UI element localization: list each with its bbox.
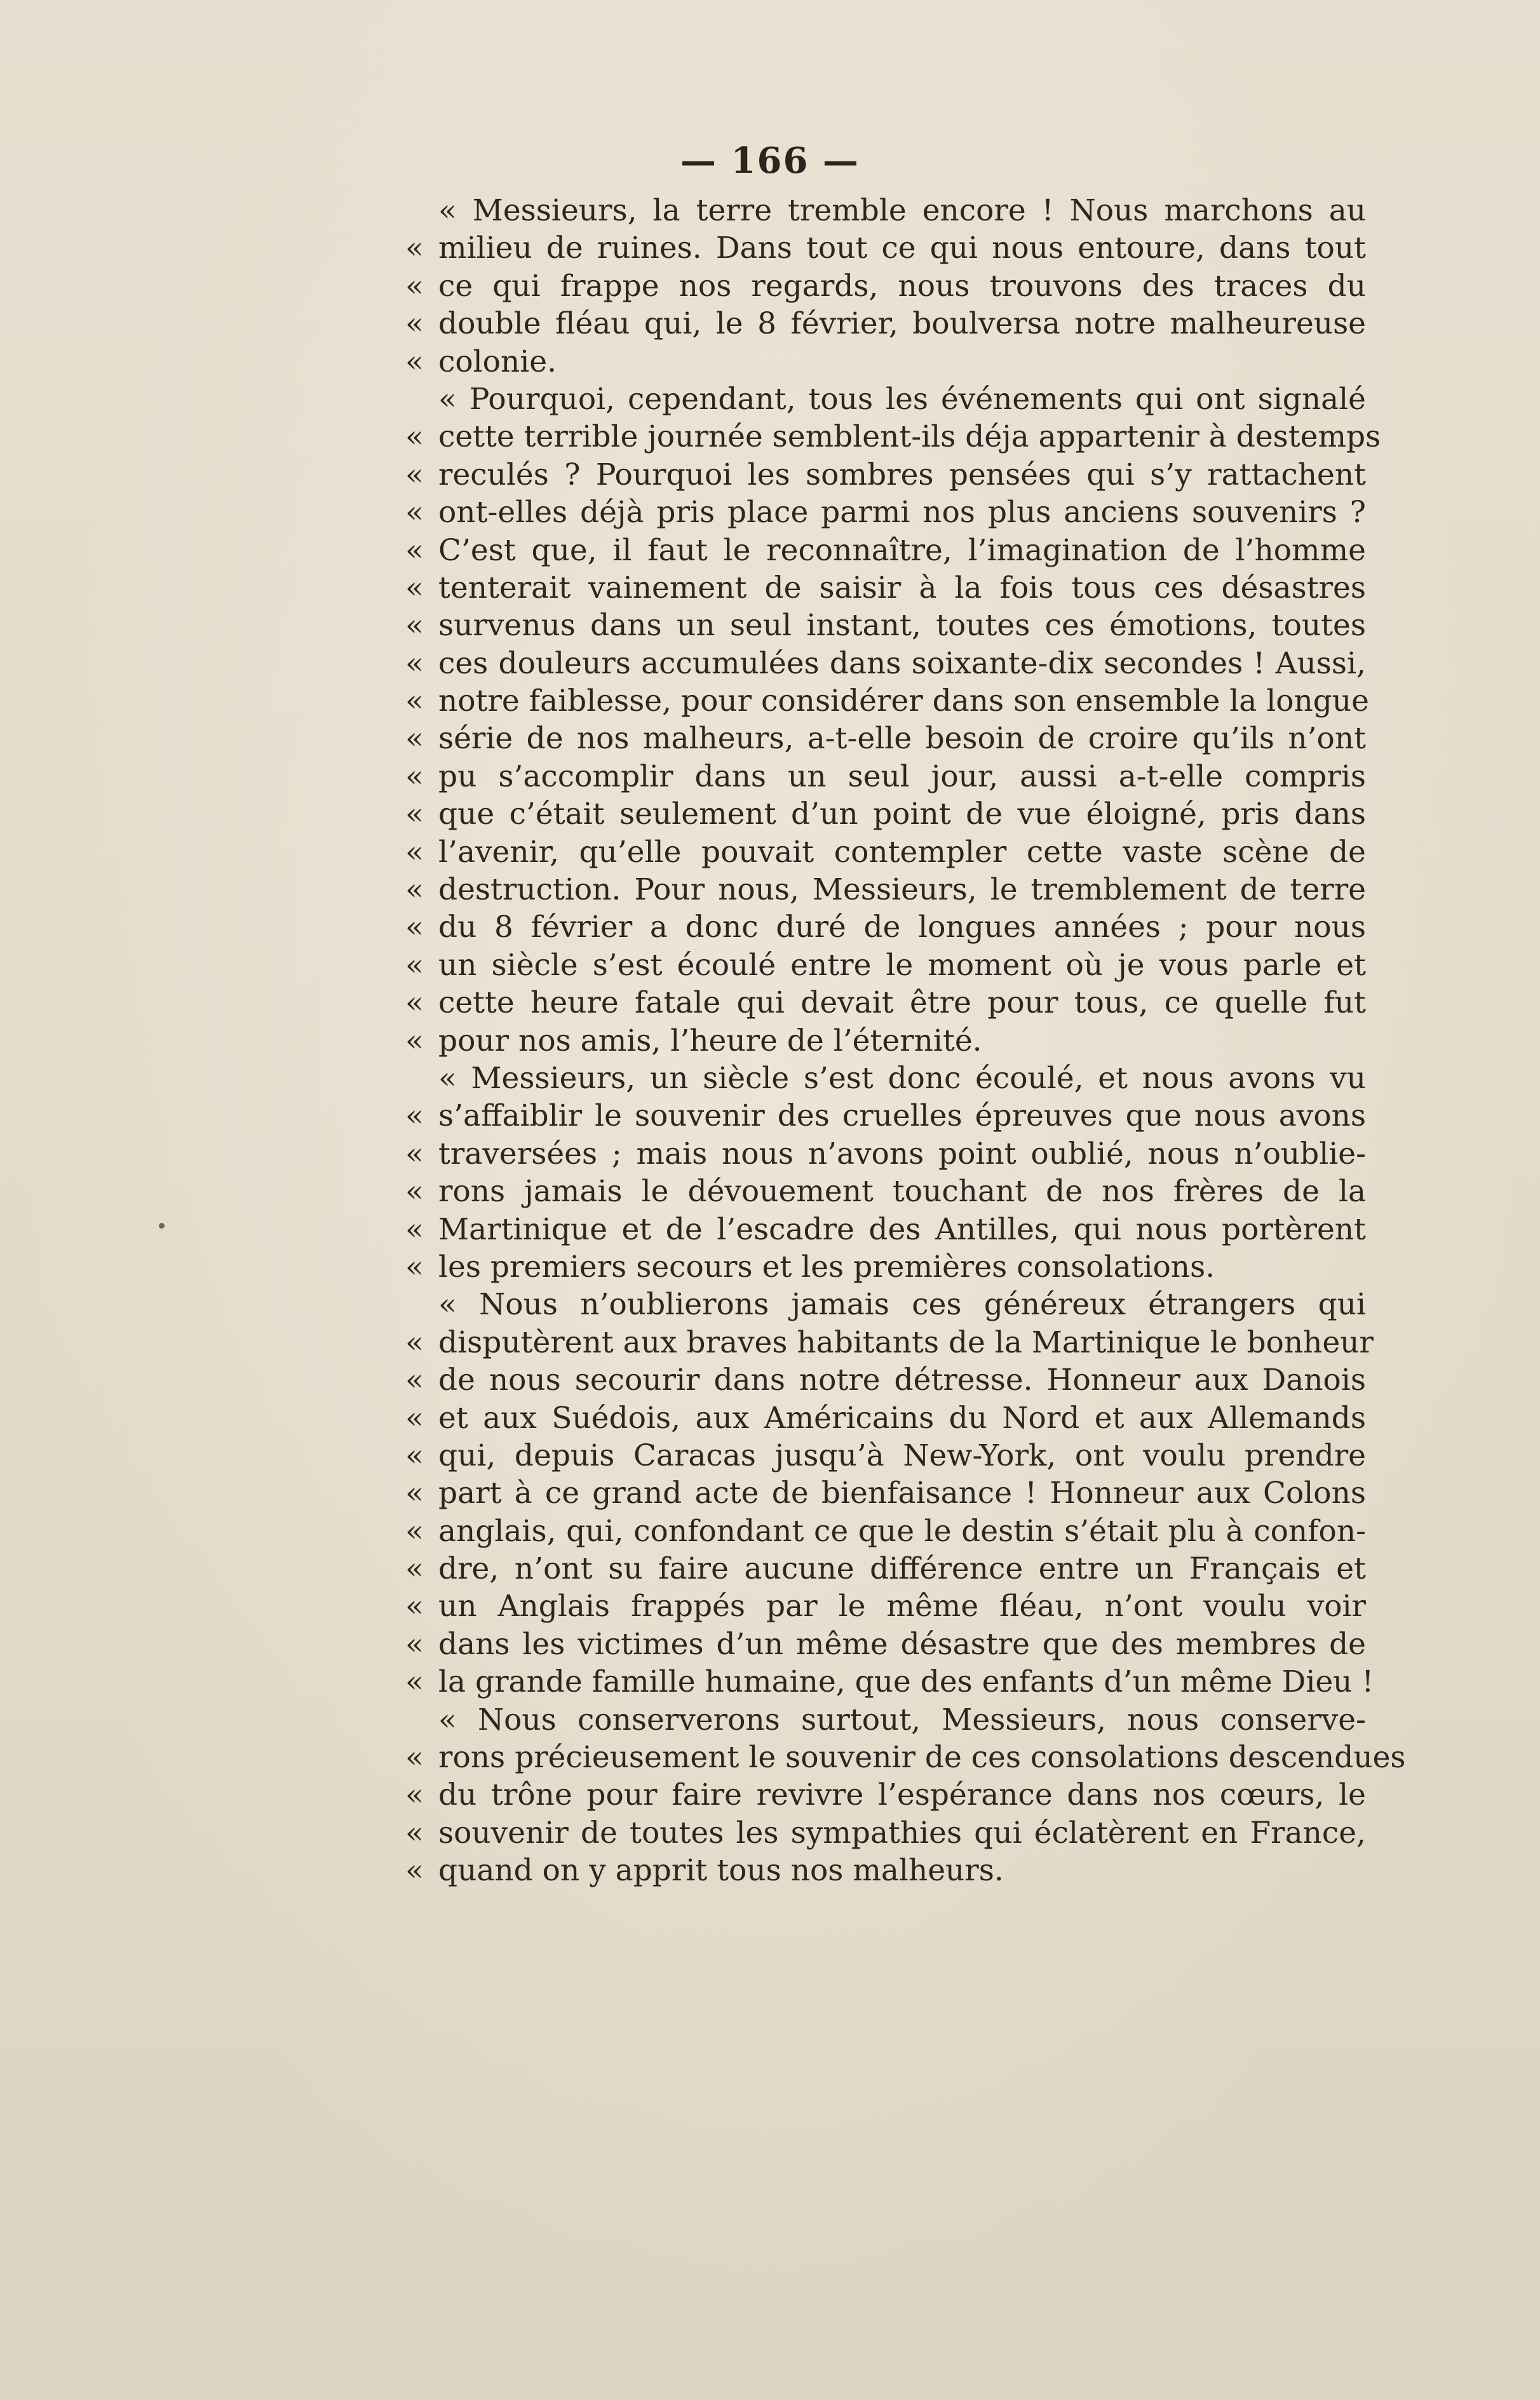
line-text: part à ce grand acte de bienfaisance ! Honneur aux Colons <box>438 1476 1366 1511</box>
line-text: de nous secourir dans notre détresse. Honneur aux Danois <box>438 1363 1366 1398</box>
quote-marker: « <box>405 608 424 644</box>
line-text: milieu de ruines. Dans tout ce qui nous entoure, dans tout <box>438 231 1366 266</box>
quote-marker: « <box>405 1551 424 1587</box>
line-text: qui, depuis Caracas jusqu’à New-York, ont voulu prendre <box>438 1438 1366 1473</box>
line-text: anglais, qui, confondant ce que le destin s’était plu à confon- <box>438 1513 1366 1549</box>
line-text: disputèrent aux braves habitants de la Martinique le bonheur <box>438 1325 1374 1360</box>
text-line <box>405 1814 1366 1852</box>
quote-marker: « <box>405 1438 424 1473</box>
text-line <box>405 1663 1374 1701</box>
line-text: reculés ? Pourquoi les sombres pensées qui s’y rattachent <box>438 457 1366 492</box>
quote-marker: « <box>405 457 424 492</box>
quote-marker: « <box>405 947 424 983</box>
quote-marker: « <box>405 1476 424 1511</box>
line-text: ce qui frappe nos regards, nous trouvons des traces du <box>438 268 1366 304</box>
text-line <box>405 1852 1366 1889</box>
text-line <box>405 494 1366 531</box>
quote-marker: « <box>405 872 424 908</box>
text-line <box>405 1701 1366 1739</box>
line-text: la grande famille humaine, que des enfants d’un même Dieu ! <box>438 1664 1374 1700</box>
text-line <box>405 1626 1366 1663</box>
quote-marker: « <box>405 1249 424 1284</box>
text-line <box>405 1097 1366 1135</box>
line-text: C’est que, il faut le reconnaître, l’imagination de l’homme <box>438 532 1366 568</box>
quote-marker: « <box>405 758 424 794</box>
text-line <box>405 1211 1366 1248</box>
line-text: pu s’accomplir dans un seul jour, aussi a-t-elle compris <box>438 758 1366 794</box>
quote-marker: « <box>405 419 424 455</box>
line-text: que c’était seulement d’un point de vue éloigné, pris dans <box>438 797 1366 832</box>
quote-marker: « <box>405 268 424 304</box>
line-text: notre faiblesse, pour considérer dans son ensemble la longue <box>438 684 1369 719</box>
quote-marker: « <box>405 684 424 719</box>
quote-marker: « <box>405 344 424 379</box>
line-text: série de nos malheurs, a-t-elle besoin de croire qu’ils n’ont <box>438 721 1366 757</box>
quote-marker: « <box>405 1023 424 1058</box>
quote-marker: « <box>405 570 424 605</box>
quote-marker: « <box>405 532 424 568</box>
text-line <box>405 607 1366 644</box>
text-line <box>405 1022 1366 1060</box>
line-text: dans les victimes d’un même désastre que des membres de <box>438 1626 1366 1662</box>
quote-marker: « <box>405 1589 424 1624</box>
line-text: « Messieurs, un siècle s’est donc écoulé, et nous avons vu <box>438 1060 1366 1096</box>
text-line <box>405 267 1366 305</box>
text-line <box>405 1060 1366 1097</box>
text-line <box>405 192 1366 229</box>
text-line <box>405 1135 1366 1173</box>
text-line <box>405 984 1366 1021</box>
line-text: souvenir de toutes les sympathies qui éclatèrent en France, <box>438 1815 1366 1851</box>
line-text: rons jamais le dévouement touchant de nos frères de la <box>438 1174 1366 1210</box>
line-text: cette heure fatale qui devait être pour tous, ce quelle fut <box>438 985 1366 1021</box>
quote-marker: « <box>405 306 424 342</box>
line-text: s’affaiblir le souvenir des cruelles épreuves que nous avons <box>438 1098 1366 1134</box>
text-line <box>405 418 1381 455</box>
quote-marker: « <box>405 1363 424 1398</box>
quote-marker: « <box>405 1777 424 1813</box>
quote-marker: « <box>405 645 424 681</box>
quote-marker: « <box>405 797 424 832</box>
page-number: — 166 — <box>680 140 860 182</box>
text-line <box>405 1437 1366 1474</box>
quote-marker: « <box>405 1664 424 1700</box>
line-text: du trône pour faire revivre l’espérance dans nos cœurs, le <box>438 1777 1366 1813</box>
text-line <box>405 456 1366 494</box>
text-line <box>405 532 1366 569</box>
text-line <box>405 682 1369 720</box>
line-text: un siècle s’est écoulé entre le moment où je vous parle et <box>438 947 1366 983</box>
line-text: Martinique et de l’escadre des Antilles, qui nous portèrent <box>438 1211 1366 1247</box>
quote-marker: « <box>405 1325 424 1360</box>
quote-marker: « <box>405 1211 424 1247</box>
text-line <box>405 1361 1366 1399</box>
text-line <box>405 1248 1366 1286</box>
text-line <box>405 871 1366 908</box>
line-text: ont-elles déjà pris place parmi nos plus anciens souvenirs ? <box>438 495 1366 530</box>
line-text: tenterait vainement de saisir à la fois tous ces désastres <box>438 570 1366 605</box>
text-line <box>405 1513 1366 1550</box>
line-text: double fléau qui, le 8 février, boulversa notre malheureuse <box>438 306 1366 342</box>
text-line <box>405 1776 1366 1814</box>
line-text: dre, n’ont su faire aucune différence entre un Français et <box>438 1551 1366 1587</box>
text-line <box>405 758 1366 795</box>
quote-marker: « <box>405 1626 424 1662</box>
line-text: colonie. <box>438 344 557 379</box>
line-text: l’avenir, qu’elle pouvait contempler cette vaste scène de <box>438 834 1366 870</box>
quote-marker: « <box>405 1400 424 1436</box>
text-line <box>405 947 1366 984</box>
line-text: cette terrible journée semblent-ils déja appartenir à destemps <box>438 419 1381 455</box>
text-line <box>405 229 1366 267</box>
text-line <box>405 1286 1366 1323</box>
text-line <box>405 343 1366 381</box>
line-text: du 8 février a donc duré de longues années ; pour nous <box>438 910 1366 945</box>
text-line <box>405 1324 1374 1361</box>
text-line <box>405 305 1366 342</box>
line-text: destruction. Pour nous, Messieurs, le tremblement de terre <box>438 872 1366 908</box>
line-text: les premiers secours et les premières consolations. <box>438 1249 1215 1284</box>
quote-marker: « <box>405 1815 424 1851</box>
quote-marker: « <box>405 1853 424 1889</box>
text-line <box>405 1588 1366 1625</box>
quote-marker: « <box>405 721 424 757</box>
quote-marker: « <box>405 1174 424 1210</box>
quote-marker: « <box>405 985 424 1021</box>
text-line <box>405 381 1366 418</box>
text-line <box>405 1550 1366 1588</box>
quote-marker: « <box>405 834 424 870</box>
text-line <box>405 1739 1406 1776</box>
quote-marker: « <box>405 1136 424 1171</box>
line-text: ces douleurs accumulées dans soixante-dix secondes ! Aussi, <box>438 645 1366 681</box>
quote-marker: « <box>405 1740 424 1776</box>
line-text: « Pourquoi, cependant, tous les événements qui ont signalé <box>438 381 1366 417</box>
text-line <box>405 1474 1366 1512</box>
text-line <box>405 795 1366 833</box>
quote-marker: « <box>405 1098 424 1134</box>
text-line <box>405 1399 1366 1437</box>
line-text: « Nous conserverons surtout, Messieurs, nous conserve- <box>438 1702 1366 1737</box>
line-text: « Messieurs, la terre tremble encore ! Nous marchons au <box>438 193 1366 228</box>
text-line <box>405 908 1366 946</box>
body-text <box>405 192 1406 1890</box>
text-line <box>405 569 1366 607</box>
line-text: un Anglais frappés par le même fléau, n’ont voulu voir <box>438 1589 1366 1624</box>
line-text: survenus dans un seul instant, toutes ces émotions, toutes <box>438 608 1366 644</box>
line-text: « Nous n’oublierons jamais ces généreux étrangers qui <box>438 1287 1366 1323</box>
quote-marker: « <box>405 495 424 530</box>
text-line <box>405 833 1366 871</box>
text-line <box>405 720 1366 757</box>
text-line <box>405 645 1366 682</box>
text-line <box>405 1173 1366 1210</box>
quote-marker: « <box>405 910 424 945</box>
line-text: traversées ; mais nous n’avons point oublié, nous n’oublie- <box>438 1136 1366 1171</box>
line-text: et aux Suédois, aux Américains du Nord et aux Allemands <box>438 1400 1366 1436</box>
line-text: pour nos amis, l’heure de l’éternité. <box>438 1023 982 1058</box>
line-text: rons précieusement le souvenir de ces consolations descendues <box>438 1740 1406 1776</box>
quote-marker: « <box>405 231 424 266</box>
paper-speck <box>159 1223 165 1229</box>
line-text: quand on y apprit tous nos malheurs. <box>438 1853 1004 1889</box>
quote-marker: « <box>405 1513 424 1549</box>
